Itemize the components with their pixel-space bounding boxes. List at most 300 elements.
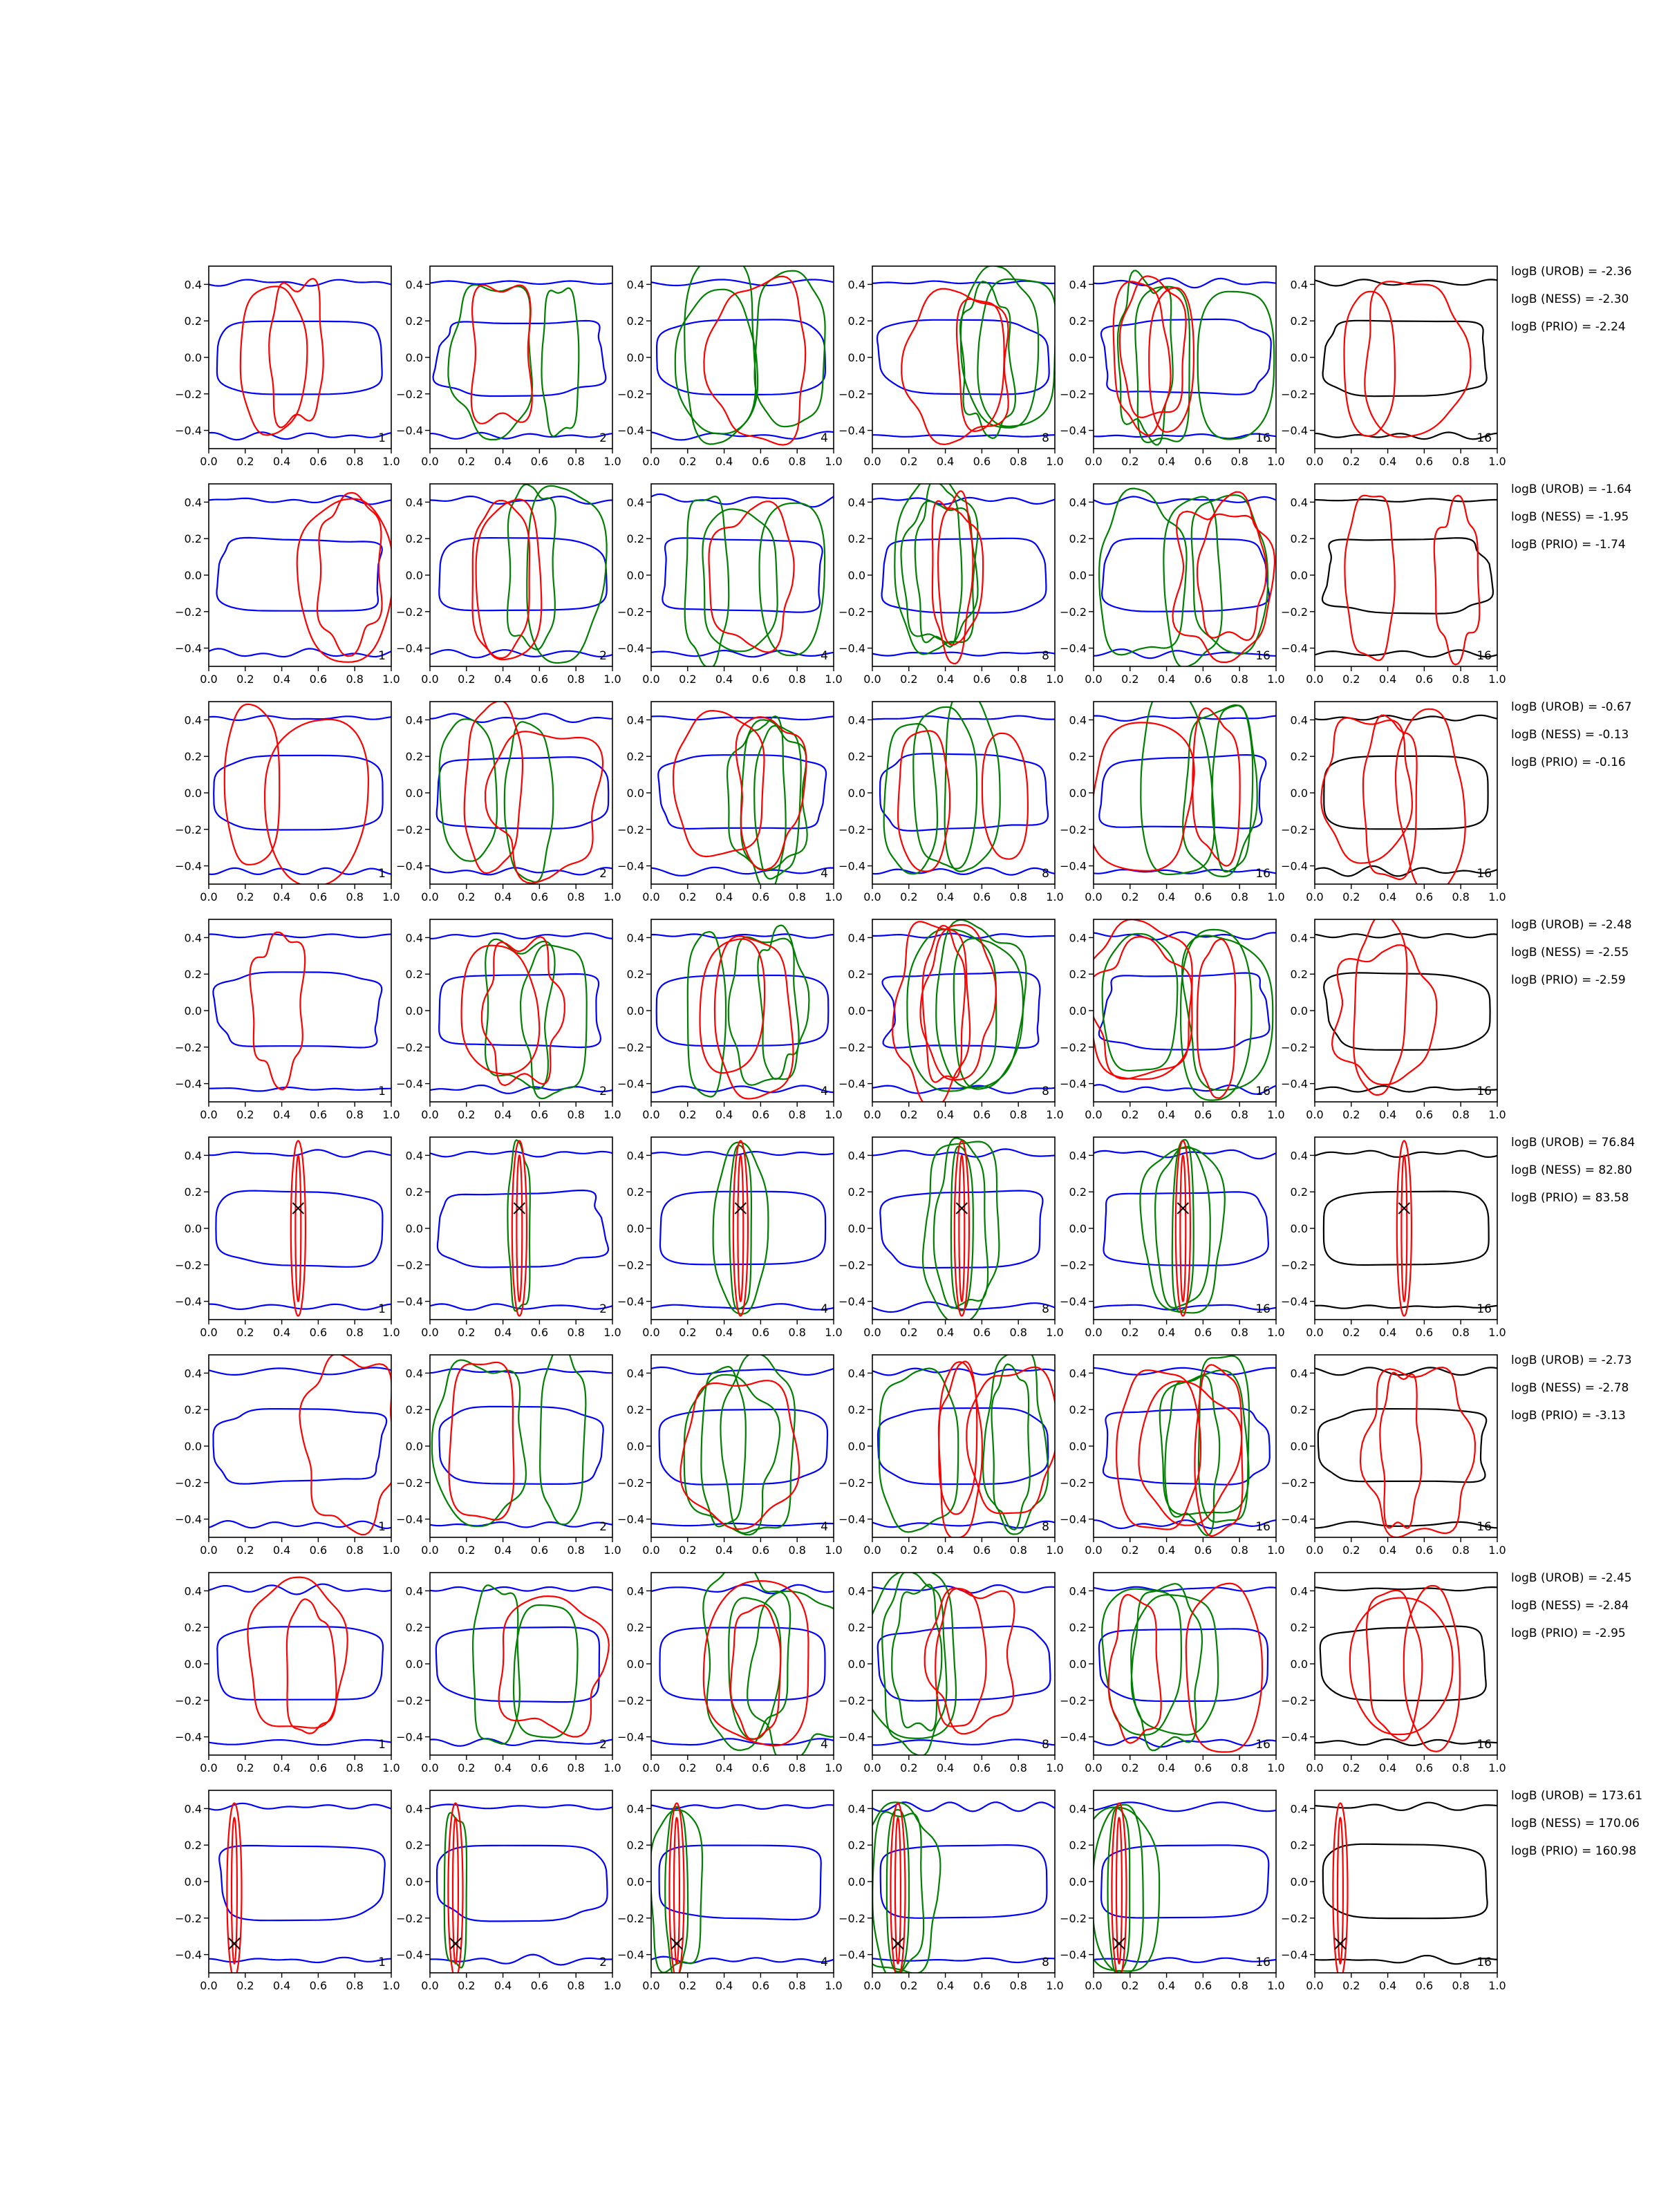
x-tick-label: 1.0 <box>603 1761 621 1774</box>
contour-red <box>1344 496 1394 661</box>
x-tick-label: 0.8 <box>788 1108 806 1121</box>
y-tick-label: 0.0 <box>184 1004 202 1018</box>
y-tick-label: −0.2 <box>838 387 865 401</box>
panel-r5-c4 <box>838 1137 1064 1339</box>
x-tick-label: 0.0 <box>421 1326 439 1339</box>
panel-r2-c2 <box>396 484 621 686</box>
panel-r6-c3 <box>617 1353 843 1557</box>
contour-outer-bottom <box>1315 432 1497 439</box>
contour-outer-top <box>651 716 834 720</box>
x-tick-label: 0.8 <box>1452 1761 1470 1774</box>
contour-red <box>982 733 1028 859</box>
contour-outer-top <box>430 1369 612 1374</box>
y-tick-label: −0.2 <box>617 1694 644 1707</box>
x-tick-label: 0.6 <box>973 1544 991 1557</box>
y-tick-label: 0.2 <box>847 1621 865 1635</box>
x-tick-label: 0.8 <box>346 890 364 903</box>
y-tick-label: 0.2 <box>626 1403 644 1417</box>
y-tick-label: 0.2 <box>847 532 865 546</box>
y-tick-label: −0.2 <box>838 1911 865 1925</box>
panel-r6-c5 <box>1060 1355 1285 1557</box>
x-tick-label: 0.4 <box>715 1326 733 1339</box>
y-tick-label: 0.4 <box>1069 1149 1087 1163</box>
x-tick-label: 1.0 <box>382 455 400 468</box>
y-tick-label: 0.0 <box>626 569 644 582</box>
x-tick-label: 0.2 <box>458 890 476 903</box>
y-tick-label: 0.0 <box>1069 787 1087 800</box>
true-location-marker <box>1398 1203 1409 1214</box>
axes-frame <box>430 266 612 449</box>
x-tick-label: 0.6 <box>1415 455 1434 468</box>
contour-group <box>1094 1584 1276 1752</box>
y-tick-label: −0.4 <box>396 859 423 873</box>
contour-red <box>738 1156 743 1302</box>
x-tick-label: 1.0 <box>825 1761 843 1774</box>
x-tick-label: 0.0 <box>863 1108 881 1121</box>
x-tick-label: 0.0 <box>863 890 881 903</box>
panel-r7-c2 <box>396 1573 621 1774</box>
y-tick-label: −0.2 <box>175 1040 202 1054</box>
contour-group <box>1078 1802 1277 1978</box>
y-tick-label: −0.4 <box>1281 1730 1308 1744</box>
contour-red <box>1109 1595 1161 1743</box>
log-bayes-factor: logB (NESS) = -2.30 <box>1511 292 1629 306</box>
y-tick-label: −0.2 <box>175 1258 202 1272</box>
contour-group <box>872 1350 1058 1539</box>
x-tick-label: 1.0 <box>1046 673 1064 686</box>
y-tick-label: 0.0 <box>847 1875 865 1888</box>
x-tick-label: 0.4 <box>1157 455 1176 468</box>
y-tick-label: 0.4 <box>847 496 865 509</box>
y-tick-label: −0.2 <box>1281 1911 1308 1925</box>
panel-r8-c3 <box>617 1790 843 1992</box>
x-tick-label: 0.6 <box>1415 1326 1434 1339</box>
contour-group <box>1094 270 1276 444</box>
x-tick-label: 1.0 <box>1488 455 1506 468</box>
y-tick-label: 0.2 <box>184 750 202 764</box>
x-tick-label: 0.4 <box>494 1544 512 1557</box>
panel-r1-c1 <box>175 266 400 468</box>
contour-outer-bottom <box>651 1086 834 1093</box>
true-location-marker <box>292 1203 303 1214</box>
y-tick-label: 0.2 <box>405 968 423 982</box>
contour-outer-top <box>1094 1587 1276 1591</box>
y-tick-label: −0.4 <box>1060 1512 1087 1526</box>
panel-label: 16 <box>1477 867 1492 881</box>
axes-frame <box>209 484 391 666</box>
y-tick-label: −0.4 <box>175 1730 202 1744</box>
y-tick-label: 0.2 <box>1069 1621 1087 1635</box>
x-tick-label: 0.2 <box>1121 1544 1139 1557</box>
contour-outer-bottom <box>651 431 834 440</box>
x-tick-label: 0.2 <box>236 673 254 686</box>
y-tick-label: 0.0 <box>405 1440 423 1453</box>
x-tick-label: 0.0 <box>1306 1761 1324 1774</box>
y-tick-label: 0.4 <box>847 1584 865 1598</box>
panel-label: 1 <box>378 431 386 445</box>
contour-green <box>720 1353 795 1533</box>
x-tick-label: 1.0 <box>382 1108 400 1121</box>
x-tick-label: 1.0 <box>1488 1979 1506 1992</box>
x-tick-label: 1.0 <box>825 1544 843 1557</box>
panel-label: 16 <box>1477 1956 1492 1969</box>
x-tick-label: 0.2 <box>1121 1761 1139 1774</box>
y-tick-label: −0.4 <box>175 859 202 873</box>
x-tick-label: 0.0 <box>200 890 218 903</box>
log-bayes-factor: logB (UROB) = 76.84 <box>1511 1136 1635 1150</box>
y-tick-label: −0.4 <box>1060 1295 1087 1309</box>
x-tick-label: 0.2 <box>458 455 476 468</box>
contour-red <box>499 1596 609 1736</box>
contour-inner <box>219 1846 385 1920</box>
y-tick-label: 0.0 <box>1069 1875 1087 1888</box>
x-tick-label: 0.4 <box>1157 1979 1176 1992</box>
y-tick-label: −0.4 <box>838 859 865 873</box>
y-tick-label: 0.4 <box>1290 496 1308 509</box>
panel-label: 1 <box>378 1302 386 1316</box>
y-tick-label: −0.4 <box>1060 1077 1087 1091</box>
y-tick-label: 0.0 <box>1069 1440 1087 1453</box>
x-tick-label: 1.0 <box>603 673 621 686</box>
y-tick-label: −0.4 <box>838 1730 865 1744</box>
x-tick-label: 0.0 <box>863 1761 881 1774</box>
y-tick-label: 0.0 <box>1290 787 1308 800</box>
panel-label: 2 <box>599 1085 607 1098</box>
true-location-marker <box>450 1938 461 1949</box>
panel-r3-c2 <box>396 701 621 903</box>
contour-green <box>685 496 729 668</box>
y-tick-label: 0.0 <box>1069 569 1087 582</box>
panel-label: 16 <box>1477 431 1492 445</box>
contour-outer-top <box>1094 1150 1276 1159</box>
panel-r3-c1 <box>175 702 400 903</box>
panel-r4-c6 <box>1281 915 1506 1121</box>
contour-green <box>684 1375 780 1535</box>
contour-outer-top <box>651 1367 834 1375</box>
contour-green <box>448 285 532 440</box>
y-tick-label: 0.4 <box>405 1149 423 1163</box>
y-tick-label: −0.4 <box>175 1295 202 1309</box>
log-bayes-factor: logB (NESS) = -1.95 <box>1511 510 1629 524</box>
panel-r7-c5 <box>1060 1573 1285 1774</box>
contour-red <box>955 1141 969 1315</box>
x-tick-label: 0.8 <box>1230 1108 1248 1121</box>
panel-label: 4 <box>821 1302 828 1316</box>
y-tick-label: 0.4 <box>1290 1149 1308 1163</box>
panel-label: 2 <box>599 431 607 445</box>
x-tick-label: 0.6 <box>309 1979 328 1992</box>
y-tick-label: −0.2 <box>617 387 644 401</box>
x-tick-label: 0.0 <box>200 1326 218 1339</box>
x-tick-label: 0.2 <box>679 1544 697 1557</box>
y-tick-label: 0.4 <box>847 931 865 945</box>
axes-frame <box>1315 1355 1497 1537</box>
x-tick-label: 0.2 <box>1342 1544 1360 1557</box>
x-tick-label: 0.6 <box>530 1979 549 1992</box>
panel-label: 16 <box>1477 1302 1492 1316</box>
y-tick-label: −0.2 <box>838 1040 865 1054</box>
contour-group <box>430 1346 612 1527</box>
x-tick-label: 0.0 <box>863 673 881 686</box>
contour-outer-bottom <box>872 653 1055 656</box>
x-tick-label: 0.6 <box>751 1544 770 1557</box>
x-tick-label: 0.4 <box>1378 1108 1397 1121</box>
contour-group <box>430 1140 612 1315</box>
x-tick-label: 0.2 <box>458 1979 476 1992</box>
x-tick-label: 1.0 <box>382 1544 400 1557</box>
x-tick-label: 0.2 <box>458 1108 476 1121</box>
contour-green <box>514 1605 577 1738</box>
x-tick-label: 1.0 <box>1046 1979 1064 1992</box>
x-tick-label: 1.0 <box>1488 673 1506 686</box>
contour-green <box>713 1143 769 1314</box>
contour-inner <box>438 1190 608 1267</box>
panel-label: 2 <box>599 1520 607 1534</box>
contour-red <box>1176 1141 1190 1315</box>
contour-green <box>650 1810 702 1973</box>
panel-r3-c5 <box>1060 688 1285 903</box>
y-tick-label: −0.4 <box>617 1730 644 1744</box>
x-tick-label: 0.8 <box>567 1761 585 1774</box>
log-bayes-factor: logB (NESS) = -2.55 <box>1511 946 1629 959</box>
y-tick-label: −0.2 <box>1060 1694 1087 1707</box>
x-tick-label: 0.4 <box>272 890 291 903</box>
contour-group <box>872 691 1055 874</box>
x-tick-label: 0.8 <box>1009 1761 1027 1774</box>
y-tick-label: −0.4 <box>1281 1948 1308 1962</box>
contour-outer-top <box>872 933 1055 938</box>
y-tick-label: 0.0 <box>184 1440 202 1453</box>
x-tick-label: 0.0 <box>642 1108 660 1121</box>
panel-r5-c3 <box>617 1137 843 1339</box>
y-tick-label: 0.0 <box>626 787 644 800</box>
x-tick-label: 0.2 <box>458 673 476 686</box>
panel-r1-c2 <box>396 266 621 468</box>
contour-outer-bottom <box>651 1738 834 1745</box>
contour-inner <box>216 1191 382 1267</box>
contour-group <box>1315 1367 1497 1537</box>
contour-red <box>225 704 279 865</box>
panel-r3-c3 <box>617 702 843 903</box>
contour-red <box>299 1354 397 1535</box>
contour-green <box>527 486 606 663</box>
y-tick-label: 0.4 <box>405 496 423 509</box>
contour-inner <box>1320 1627 1486 1700</box>
y-tick-label: 0.4 <box>184 1802 202 1816</box>
y-tick-label: 0.2 <box>1290 1185 1308 1199</box>
contour-inner <box>213 972 382 1047</box>
y-tick-label: −0.4 <box>1060 1948 1087 1962</box>
x-tick-label: 0.0 <box>200 1544 218 1557</box>
x-tick-label: 0.2 <box>900 1108 918 1121</box>
contour-outer-bottom <box>430 1085 612 1094</box>
y-tick-label: −0.2 <box>617 1911 644 1925</box>
contour-outer-bottom <box>209 1958 391 1962</box>
y-tick-label: 0.2 <box>1290 1403 1308 1417</box>
x-tick-label: 0.6 <box>973 890 991 903</box>
x-tick-label: 0.2 <box>1342 1761 1360 1774</box>
contour-group <box>430 933 612 1098</box>
x-tick-label: 0.8 <box>346 1326 364 1339</box>
x-tick-label: 0.8 <box>1452 673 1470 686</box>
x-tick-label: 0.8 <box>1230 455 1248 468</box>
x-tick-label: 0.4 <box>1378 1544 1397 1557</box>
y-tick-label: 0.2 <box>847 315 865 328</box>
contour-red <box>1332 945 1436 1085</box>
true-location-marker <box>735 1203 746 1214</box>
x-tick-label: 0.4 <box>494 1979 512 1992</box>
contour-group <box>209 704 391 886</box>
y-tick-label: 0.0 <box>847 351 865 364</box>
y-tick-label: −0.2 <box>175 823 202 836</box>
contour-red <box>1367 1591 1422 1741</box>
y-tick-label: −0.4 <box>1281 859 1308 873</box>
y-tick-label: 0.0 <box>405 1875 423 1888</box>
y-tick-label: −0.2 <box>175 1694 202 1707</box>
x-tick-label: 0.4 <box>715 1544 733 1557</box>
contour-outer-bottom <box>1315 1305 1497 1308</box>
contour-green <box>1140 1148 1224 1313</box>
y-tick-label: −0.2 <box>617 1258 644 1272</box>
contour-red <box>731 1606 780 1740</box>
x-tick-label: 1.0 <box>825 890 843 903</box>
contour-group <box>651 257 834 445</box>
y-tick-label: 0.4 <box>184 1149 202 1163</box>
y-tick-label: 0.2 <box>1069 1185 1087 1199</box>
contour-outer-bottom <box>209 432 391 440</box>
y-tick-label: 0.4 <box>184 278 202 292</box>
x-tick-label: 0.4 <box>1378 1979 1397 1992</box>
y-tick-label: 0.0 <box>847 1222 865 1235</box>
y-tick-label: 0.2 <box>1290 1839 1308 1853</box>
contour-group <box>1315 709 1497 894</box>
true-location-marker <box>892 1938 903 1949</box>
x-tick-label: 0.8 <box>1009 1979 1027 1992</box>
x-tick-label: 1.0 <box>1267 1979 1285 1992</box>
contour-green <box>684 257 756 444</box>
contour-outer-bottom <box>209 1087 391 1091</box>
panel-label: 4 <box>821 1520 828 1534</box>
panel-r6-c6 <box>1281 1355 1506 1557</box>
y-tick-label: 0.2 <box>184 1403 202 1417</box>
contour-outer-top <box>1094 932 1276 939</box>
x-tick-label: 0.8 <box>346 673 364 686</box>
y-tick-label: 0.0 <box>184 1222 202 1235</box>
y-tick-label: 0.4 <box>405 1802 423 1816</box>
log-bayes-factor: logB (UROB) = 173.61 <box>1511 1789 1643 1803</box>
y-tick-label: −0.2 <box>396 1911 423 1925</box>
y-tick-label: 0.0 <box>184 787 202 800</box>
contour-green <box>1212 706 1253 872</box>
x-tick-label: 0.8 <box>567 890 585 903</box>
y-tick-label: −0.2 <box>838 1694 865 1707</box>
contour-group <box>1315 279 1497 439</box>
log-bayes-factor: logB (PRIO) = -0.16 <box>1511 756 1626 769</box>
x-tick-label: 0.2 <box>236 890 254 903</box>
y-tick-label: −0.2 <box>617 823 644 836</box>
y-tick-label: −0.4 <box>617 859 644 873</box>
y-tick-label: −0.2 <box>1060 1040 1087 1054</box>
y-tick-label: 0.4 <box>626 1149 644 1163</box>
panel-label: 16 <box>1255 649 1271 663</box>
x-tick-label: 0.4 <box>936 455 955 468</box>
x-tick-label: 0.6 <box>530 673 549 686</box>
contour-inner <box>660 1628 825 1700</box>
contour-red <box>247 1577 347 1728</box>
y-tick-label: 0.2 <box>1069 750 1087 764</box>
x-tick-label: 0.8 <box>1452 455 1470 468</box>
x-tick-label: 0.6 <box>751 673 770 686</box>
log-bayes-factor: logB (UROB) = -2.45 <box>1511 1571 1632 1585</box>
x-tick-label: 0.4 <box>272 455 291 468</box>
contour-green <box>977 279 1056 427</box>
contour-green <box>540 1346 585 1524</box>
panel-label: 4 <box>821 1085 828 1098</box>
axes-frame <box>209 1573 391 1755</box>
y-tick-label: 0.0 <box>626 1875 644 1888</box>
x-tick-label: 0.6 <box>1415 890 1434 903</box>
x-tick-label: 0.6 <box>1194 1326 1212 1339</box>
y-tick-label: −0.4 <box>1281 641 1308 655</box>
x-tick-label: 0.8 <box>788 1979 806 1992</box>
true-location-marker <box>1177 1203 1188 1214</box>
log-bayes-factor: logB (UROB) = -2.73 <box>1511 1353 1632 1367</box>
x-tick-label: 0.6 <box>973 1326 991 1339</box>
y-tick-label: −0.2 <box>838 823 865 836</box>
x-tick-label: 0.8 <box>1452 890 1470 903</box>
log-bayes-factor: logB (PRIO) = 160.98 <box>1511 1844 1637 1858</box>
x-tick-label: 0.6 <box>973 1761 991 1774</box>
x-tick-label: 1.0 <box>1267 1326 1285 1339</box>
y-tick-label: −0.2 <box>175 605 202 619</box>
contour-group <box>651 1353 834 1535</box>
y-tick-label: 0.2 <box>847 1839 865 1853</box>
contour-red <box>1090 722 1194 870</box>
contour-inner <box>880 753 1048 831</box>
x-tick-label: 0.6 <box>530 890 549 903</box>
x-tick-label: 0.0 <box>642 890 660 903</box>
contour-group <box>209 932 391 1091</box>
x-tick-label: 0.6 <box>1415 1108 1434 1121</box>
contour-outer-top <box>430 933 612 939</box>
y-tick-label: 0.2 <box>1069 1839 1087 1853</box>
x-tick-label: 0.2 <box>1342 890 1360 903</box>
x-tick-label: 1.0 <box>1488 1761 1506 1774</box>
true-location-marker <box>229 1938 240 1949</box>
x-tick-label: 0.6 <box>1194 1979 1212 1992</box>
contour-outer-top <box>430 1587 612 1591</box>
log-bayes-factor: logB (NESS) = 82.80 <box>1511 1163 1633 1177</box>
x-tick-label: 0.6 <box>309 1544 328 1557</box>
panel-label: 1 <box>378 1520 386 1534</box>
y-tick-label: 0.4 <box>1290 278 1308 292</box>
y-tick-label: 0.2 <box>1290 750 1308 764</box>
x-tick-label: 0.0 <box>1306 673 1324 686</box>
y-tick-label: 0.4 <box>1290 1584 1308 1598</box>
x-tick-label: 1.0 <box>1267 673 1285 686</box>
panel-label: 16 <box>1255 1738 1271 1752</box>
x-tick-label: 0.0 <box>1306 1544 1324 1557</box>
y-tick-label: −0.2 <box>617 605 644 619</box>
contour-outer-top <box>1315 279 1497 285</box>
y-tick-label: −0.4 <box>617 641 644 655</box>
contour-green <box>505 722 554 882</box>
y-tick-label: 0.2 <box>405 1621 423 1635</box>
x-tick-label: 0.4 <box>1157 1326 1176 1339</box>
x-tick-label: 0.6 <box>751 1108 770 1121</box>
x-tick-label: 0.8 <box>1230 1979 1248 1992</box>
contour-green <box>936 920 1026 1088</box>
